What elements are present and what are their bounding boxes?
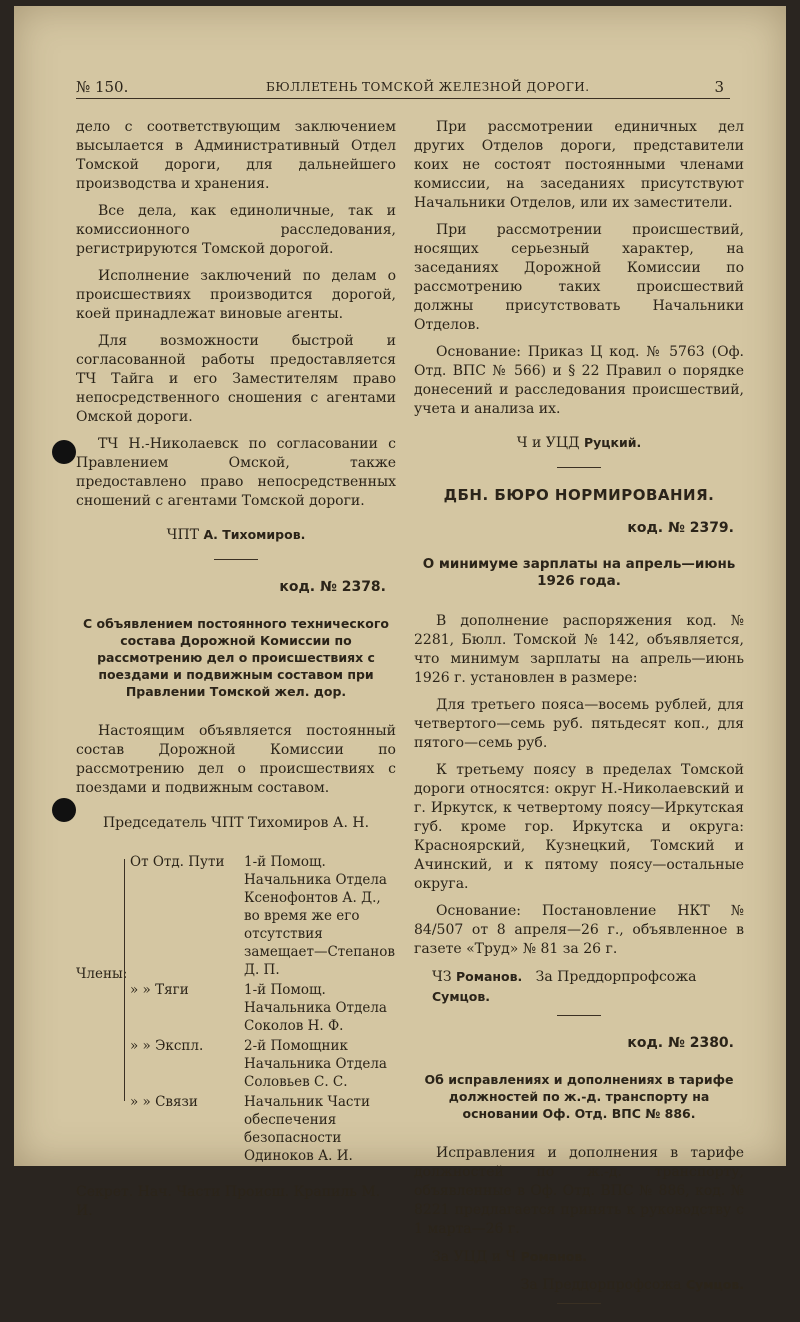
divider [214,559,258,560]
paragraph: Исполнение заключений по делам о происшествиях производится дорогой, коей принадлежат виновые агенты. [76,268,396,322]
paragraph: В дополнение распоряжения код. № 2281, Бюлл. Томской № 142, объявляется, что минимум зарплаты на апрель—июнь 1926 г. установлен в размере: [414,613,744,686]
chairman-line: Председатель ЧПТ Тихомиров А. Н. [102,815,370,831]
signature [414,433,744,453]
paragraph: Исправления и дополнения в тарифе должностей по ж.-д. транспорту, объявленные в Оф. Отд. ВПС № 886, код. № 8221 предлагается принять к руководству с 1 марта—26 г. [414,1145,744,1237]
member-desc: 2-й Помощник Начальника Отдела Соловьев С. С. [244,1038,387,1090]
divider [557,467,601,468]
signature-name: Сумцов. [685,1277,744,1292]
section-heading: ДБН. БЮРО НОРМИРОВАНИЯ. [443,486,715,504]
member-dept: » » Связи [130,1094,198,1110]
divider [557,1303,601,1304]
signature-title: ЧЗ [432,969,452,985]
member-row [130,1037,396,1091]
signature [432,967,744,1007]
order-title: О минимуме зарплаты на апрель—июнь 1926 года. [422,556,736,589]
punch-hole [52,440,76,464]
member-row [130,1093,396,1165]
signature-title: За Преддорпрофсожа [535,969,697,985]
member-desc: 1-й Помощ. Начальника Отдела Соколов Н. Ф. [244,982,387,1034]
left-column [76,118,396,1221]
paragraph: При рассмотрении единичных дел других Отделов дороги, представители коих не состоят постоянными членами комиссии, на заседаниях присутствуют Начальники Отделов, или их заместители. [414,119,744,211]
paragraph: Настоящим объявляется постоянный состав Дорожной Комиссии по рассмотрению дел о происшествиях с поездами и подвижным составом. [76,723,396,796]
member-dept: От Отд. Пути [130,854,225,870]
secretary-line: Секрет. Нач. Части Происш. Крапиль М. И. [76,1184,381,1219]
signature [414,1275,744,1295]
page-header [76,72,730,99]
member-row [130,853,396,979]
members-list [76,853,396,1165]
bulletin-title: БЮЛЛЕТЕНЬ ТОМСКОЙ ЖЕЛЕЗНОЙ ДОРОГИ. [266,80,590,94]
right-column [414,118,744,1322]
order-code: код. № 2379. [627,520,734,536]
signature-title: ЧПТ [166,527,200,543]
signature-title: Ч и УЦД [516,435,580,451]
document-page [14,6,786,1293]
signature-name: Сумцов. [432,989,491,1004]
paragraph: К третьему поясу в пределах Томской дороги относятся: округ Н.-Николаевский и г. Иркутск, к четвертому поясу—Иркутская губ. кроме гор. Иркутска и округа: Красноярский, Кузнецкий, Томский и Ачинский, и к пятому поясу—остальные округа. [414,762,744,892]
signature-name: А. Тихомиров. [203,527,306,542]
member-dept: » » Экспл. [130,1038,204,1054]
order-code: код. № 2378. [279,579,386,595]
issue-number: № 150. [76,78,129,96]
signature-name: Романов. [456,969,523,984]
paragraph: Для третьего пояса—восемь рублей, для четвертого—семь руб. пятьдесят коп., для пятого—семь руб. [414,697,744,751]
paragraph: Все дела, как единоличные, так и комиссионного расследования, регистрируются Томской дорогой. [76,203,396,257]
signature-name: Руцкий. [583,435,642,450]
paragraph: дело с соответствующим заключением высылается в Административный Отдел Томской дороги, для дальнейшего производства и хранения. [76,119,396,192]
paragraph: ТЧ Н.-Николаевск по согласовании с Правлением Омской, также предоставлено право непосредственных сношений с агентами Томской дороги. [76,436,396,509]
member-dept: » » Тяги [130,982,189,998]
order-title: С объявлением постоянного технического состава Дорожной Комиссии по рассмотрению дел о происшествиях с поездами и подвижным составом при Правлении Томской жел. дор. [83,616,389,699]
order-code: код. № 2380. [627,1035,734,1051]
member-desc: 1-й Помощ. Начальника Отдела Ксенофонтов А. Д., во время же его отсутствия замещает—Степанов Д. П. [244,854,396,978]
signature-title: За Преддорпрофсожа [520,1277,682,1293]
brace-line [124,859,127,1101]
paragraph: Для возможности быстрой и согласованной работы предоставляется ТЧ Тайга и его Заместителям право непосредственного сношения с агентами Омской дороги. [76,333,396,425]
page-number: 3 [714,78,724,96]
signature [76,525,396,545]
paragraph: Основание: Постановление НКТ № 84/507 от 8 апреля—26 г., объявленное в газете «Труд» № 81 за 26 г. [414,903,744,957]
divider [557,1015,601,1016]
member-desc: Начальник Части обеспечения безопасности Одиноков А. И. [244,1094,370,1164]
signature [432,1247,744,1267]
paragraph: Основание: Приказ Ц код. № 5763 (Оф. Отд. ВПС № 566) и § 22 Правил о порядке донесений и расследования происшествий, учета и анализа их. [414,344,744,417]
member-row [130,981,396,1035]
signature-title: За УЦД и Ч [432,1249,517,1265]
paragraph: При рассмотрении происшествий, носящих серьезный характер, на заседаниях Дорожной Комиссии по рассмотрению таких происшествий должны присутствовать Начальники Отделов. [414,222,744,333]
signature-name: Романов. [520,1249,588,1264]
punch-hole [52,798,76,822]
members-label: Члены: [76,966,128,982]
order-title: Об исправлениях и дополнениях в тарифе должностей по ж.-д. транспорту на основании Оф. Отд. ВПС № 886. [424,1072,734,1121]
